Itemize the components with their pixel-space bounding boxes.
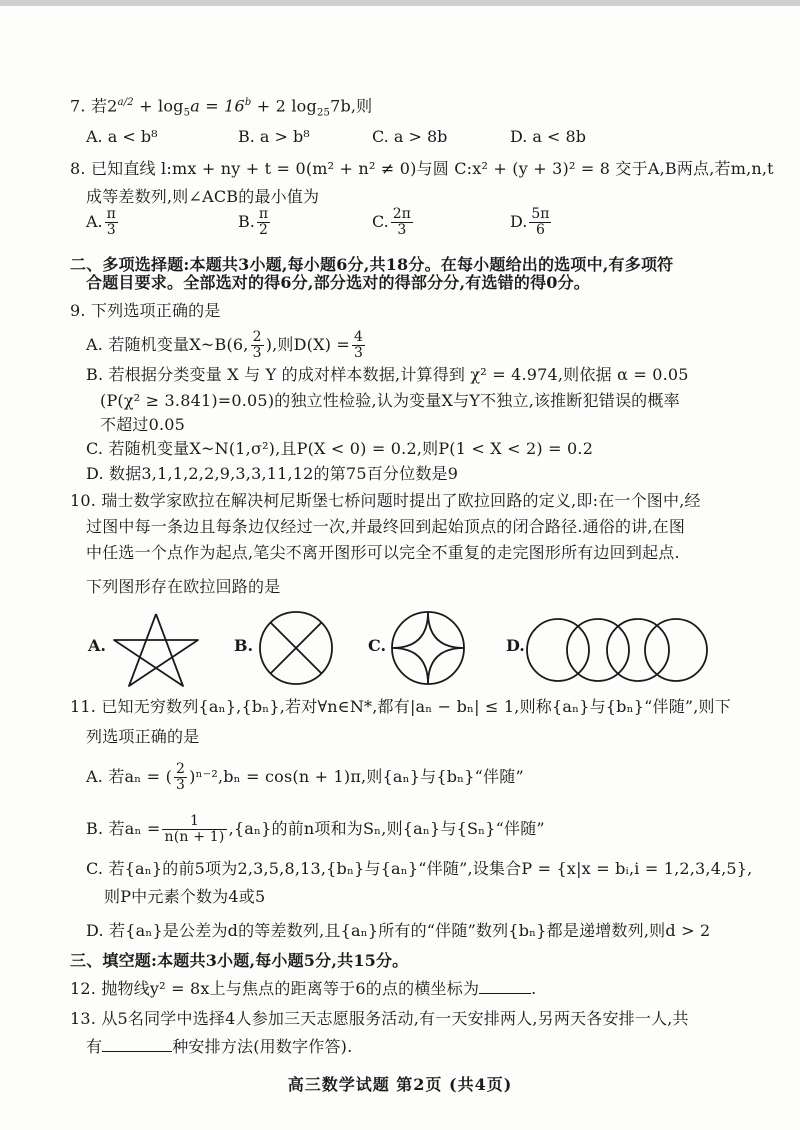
section3-heading: 三、填空题:本题共3小题,每小题5分,共15分。	[70, 951, 409, 970]
q8-stem-line1: 8. 已知直线 l:mx + ny + t = 0(m² + n² ≠ 0)与圆 C:x² + (y + 3)² = 8 交于A,B两点,若m,n,t	[70, 159, 774, 178]
q9-option-c: C. 若随机变量X~N(1,σ²),且P(X < 0) = 0.2,则P(1 < X < 2) = 0.2	[86, 439, 594, 458]
q9-option-b-line3: 不超过0.05	[100, 415, 186, 434]
q7-option-a: A. a < b⁸	[86, 127, 158, 146]
q9-option-b-line2: (P(χ² ≥ 3.841)=0.05)的独立性检验,认为变量X与Y不独立,该推断犯错误的概率	[100, 391, 680, 410]
q10-figure-c-label: C.	[368, 636, 387, 655]
q11-option-d: D. 若{aₙ}是公差为d的等差数列,且{aₙ}所有的“伴随”数列{bₙ}都是递增数列,则d > 2	[86, 921, 711, 940]
q10-figure-d-four-rings	[524, 614, 710, 686]
q10-figure-c-circle-with-astroid	[388, 608, 468, 688]
q11-option-a: A. 若aₙ = ( $\frac{2}{3}$ )ⁿ⁻²,bₙ = cos(n + 1)π,则{aₙ}与{bₙ}“伴随”	[86, 761, 524, 793]
q10-figure-b-crossed-circle	[256, 608, 336, 688]
section2-heading-line1: 二、多项选择题:本题共3小题,每小题6分,共18分。在每小题给出的选项中,有多项符	[70, 255, 674, 274]
q7-option-c: C. a > 8b	[372, 127, 448, 146]
section2-heading-line2: 合题目要求。全部选对的得6分,部分选对的得部分分,有选错的得0分。	[86, 273, 591, 292]
q7-stem: 7. 若$2^{a/2} + \log_5a = 16^b + 2$ $\log_{25}7b$,则	[70, 96, 373, 119]
q12-answer-blank[interactable]	[479, 993, 531, 994]
q9-stem: 9. 下列选项正确的是	[70, 301, 221, 320]
q12-stem: 12. 抛物线y² = 8x上与焦点的距离等于6的点的横坐标为 .	[70, 979, 537, 998]
q10-stem-line3: 中任选一个点作为起点,笔尖不离开图形可以完全不重复的走完图形所有边回到起点.	[86, 543, 680, 562]
q10-stem-line4: 下列图形存在欧拉回路的是	[86, 577, 281, 596]
q8-stem-line2: 成等差数列,则∠ACB的最小值为	[86, 187, 320, 206]
q7-option-d: D. a < 8b	[510, 127, 586, 146]
q13-stem-line1: 13. 从5名同学中选择4人参加三天志愿服务活动,有一天安排两人,另两天各安排一人,共	[70, 1009, 689, 1028]
q10-figure-a-star	[110, 610, 202, 690]
q8-option-d: D. $\frac{5\pi}{6}$	[510, 206, 550, 238]
q10-figure-b-label: B.	[234, 636, 254, 655]
q10-figure-d-label: D.	[506, 636, 525, 655]
q13-stem-line2: 有 种安排方法(用数字作答).	[86, 1037, 353, 1056]
q9-option-d: D. 数据3,1,1,2,2,9,3,3,11,12的第75百分位数是9	[86, 464, 459, 483]
q8-option-c: C. $\frac{2\pi}{3}$	[372, 206, 411, 238]
scan-edge	[0, 0, 800, 6]
q7-option-b: B. a > b⁸	[238, 127, 310, 146]
q11-option-b: B. 若aₙ = $\frac{1}{n(n + 1)}$ ,{aₙ}的前n项和为Sₙ,则{aₙ}与{Sₙ}“伴随”	[86, 813, 545, 845]
q10-stem-line2: 过图中每一条边且每条边仅经过一次,并最终回到起始顶点的闭合路径.通俗的讲,在图	[86, 517, 686, 536]
q11-option-c-line1: C. 若{aₙ}的前5项为2,3,5,8,13,{bₙ}与{aₙ}“伴随”,设集合P = {x|x = bᵢ,i = 1,2,3,4,5},	[86, 859, 753, 878]
q13-answer-blank[interactable]	[102, 1051, 172, 1052]
q11-option-c-line2: 则P中元素个数为4或5	[104, 887, 266, 906]
q10-figure-a-label: A.	[88, 636, 106, 655]
page-footer: 高三数学试题 第2页 (共4页)	[287, 1075, 513, 1094]
q9-option-a: A. 若随机变量X~B(6, $\frac{2}{3}$ ),则D(X) = $\frac{4}{3}$	[86, 329, 364, 361]
q9-option-b-line1: B. 若根据分类变量 X 与 Y 的成对样本数据,计算得到 χ² = 4.974,则依据 α = 0.05	[86, 365, 689, 384]
q11-stem-line1: 11. 已知无穷数列{aₙ},{bₙ},若对∀n∈N*,都有|aₙ − bₙ| ≤ 1,则称{aₙ}与{bₙ}“伴随”,则下	[70, 697, 731, 716]
q8-option-a: A. $\frac{\pi}{3}$	[86, 206, 116, 238]
q8-option-b: B. $\frac{\pi}{2}$	[238, 206, 269, 238]
q11-stem-line2: 列选项正确的是	[86, 727, 200, 746]
q10-stem-line1: 10. 瑞士数学家欧拉在解决柯尼斯堡七桥问题时提出了欧拉回路的定义,即:在一个图中,经	[70, 491, 701, 510]
